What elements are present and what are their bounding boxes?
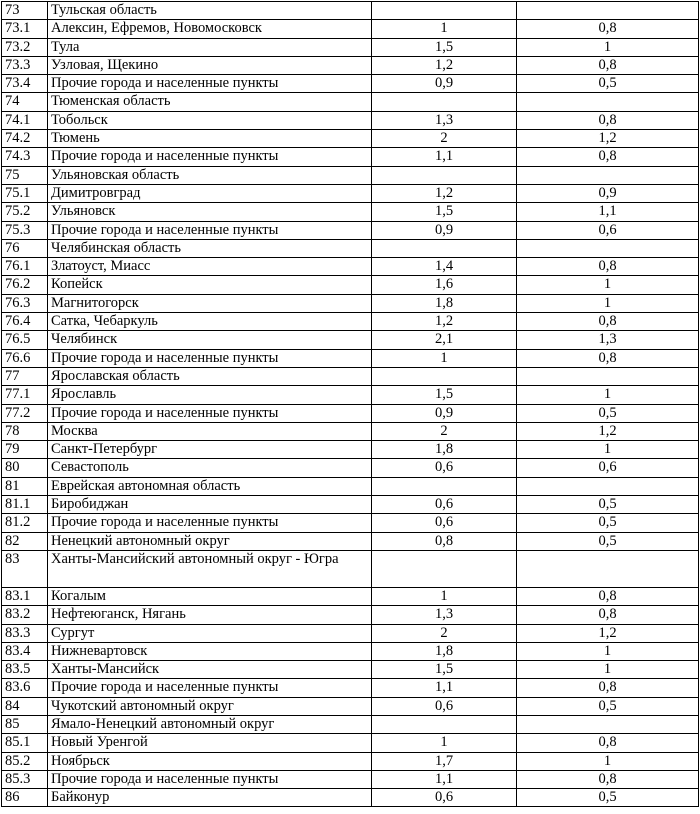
region-name-cell: Ханты-Мансийск (48, 661, 372, 679)
coefficient-2-cell: 1,2 (517, 130, 699, 148)
region-name-cell: Прочие города и населенные пункты (48, 404, 372, 422)
region-name-cell: Магнитогорск (48, 294, 372, 312)
row-number-cell: 81 (2, 477, 48, 495)
coefficient-2-cell: 0,8 (517, 606, 699, 624)
table-row (2, 661, 699, 679)
table-row (2, 587, 699, 605)
coefficient-1-cell (372, 367, 517, 385)
coefficient-2-cell: 0,8 (517, 313, 699, 331)
coefficient-2-cell: 1 (517, 386, 699, 404)
table-row (2, 679, 699, 697)
coefficient-2-cell: 0,6 (517, 459, 699, 477)
coefficient-2-cell: 0,5 (517, 532, 699, 550)
coefficient-2-cell: 1,2 (517, 422, 699, 440)
coefficient-2-cell: 1 (517, 642, 699, 660)
coefficient-1-cell: 1 (372, 20, 517, 38)
table-row (2, 38, 699, 56)
row-number-cell: 77.1 (2, 386, 48, 404)
row-number-cell: 81.2 (2, 514, 48, 532)
table-row (2, 734, 699, 752)
table-row (2, 514, 699, 532)
coefficient-2-cell: 1 (517, 441, 699, 459)
coefficient-2-cell: 1 (517, 294, 699, 312)
coefficient-2-cell (517, 367, 699, 385)
coefficient-2-cell: 1,1 (517, 203, 699, 221)
region-name-cell: Челябинск (48, 331, 372, 349)
coefficient-2-cell: 0,5 (517, 697, 699, 715)
coefficient-1-cell: 0,6 (372, 789, 517, 807)
coefficient-1-cell: 1,1 (372, 770, 517, 788)
coefficient-2-cell (517, 477, 699, 495)
table-row (2, 349, 699, 367)
table-row (2, 111, 699, 129)
coefficient-1-cell: 1,5 (372, 203, 517, 221)
row-number-cell: 86 (2, 789, 48, 807)
table-row (2, 715, 699, 733)
row-number-cell: 84 (2, 697, 48, 715)
table-row (2, 56, 699, 74)
row-number-cell: 77 (2, 367, 48, 385)
coefficient-1-cell (372, 550, 517, 587)
region-name-cell: Нефтеюганск, Нягань (48, 606, 372, 624)
coefficient-2-cell (517, 93, 699, 111)
row-number-cell: 83.5 (2, 661, 48, 679)
coefficient-2-cell: 0,5 (517, 789, 699, 807)
table-row (2, 75, 699, 93)
region-name-cell: Прочие города и населенные пункты (48, 148, 372, 166)
row-number-cell: 77.2 (2, 404, 48, 422)
coefficient-1-cell (372, 2, 517, 20)
coefficient-2-cell: 0,5 (517, 75, 699, 93)
table-row (2, 697, 699, 715)
region-name-cell: Челябинская область (48, 239, 372, 257)
table-row (2, 496, 699, 514)
coefficient-2-cell: 0,9 (517, 184, 699, 202)
table-row (2, 404, 699, 422)
row-number-cell: 83.3 (2, 624, 48, 642)
table-row (2, 532, 699, 550)
table-row (2, 422, 699, 440)
region-name-cell: Ярославская область (48, 367, 372, 385)
region-name-cell: Прочие города и населенные пункты (48, 75, 372, 93)
coefficient-2-cell: 0,5 (517, 514, 699, 532)
coefficient-1-cell: 1 (372, 349, 517, 367)
region-name-cell: Ханты-Мансийский автономный округ - Югра (48, 550, 372, 587)
region-name-cell: Прочие города и населенные пункты (48, 221, 372, 239)
table-row (2, 770, 699, 788)
coefficient-2-cell: 1 (517, 276, 699, 294)
row-number-cell: 75.3 (2, 221, 48, 239)
coefficient-2-cell (517, 550, 699, 587)
row-number-cell: 83.2 (2, 606, 48, 624)
coefficient-1-cell: 2 (372, 422, 517, 440)
row-number-cell: 85.1 (2, 734, 48, 752)
row-number-cell: 76.6 (2, 349, 48, 367)
table-row (2, 367, 699, 385)
coefficient-2-cell: 0,8 (517, 148, 699, 166)
table-row (2, 789, 699, 807)
coefficient-2-cell: 0,8 (517, 20, 699, 38)
coefficient-1-cell: 1,8 (372, 441, 517, 459)
coefficient-1-cell: 1,8 (372, 642, 517, 660)
region-name-cell: Новый Уренгой (48, 734, 372, 752)
coefficient-2-cell: 0,6 (517, 221, 699, 239)
row-number-cell: 83.1 (2, 587, 48, 605)
table-row (2, 148, 699, 166)
table-row (2, 166, 699, 184)
coefficient-2-cell (517, 166, 699, 184)
row-number-cell: 74.3 (2, 148, 48, 166)
table-row (2, 331, 699, 349)
region-name-cell: Ульяновск (48, 203, 372, 221)
row-number-cell: 85.2 (2, 752, 48, 770)
region-name-cell: Тобольск (48, 111, 372, 129)
row-number-cell: 76.4 (2, 313, 48, 331)
coefficient-2-cell: 1 (517, 38, 699, 56)
row-number-cell: 75.2 (2, 203, 48, 221)
coefficient-1-cell: 1,5 (372, 661, 517, 679)
table-row (2, 313, 699, 331)
row-number-cell: 83.4 (2, 642, 48, 660)
region-name-cell: Сатка, Чебаркуль (48, 313, 372, 331)
row-number-cell: 73.3 (2, 56, 48, 74)
region-name-cell: Прочие города и населенные пункты (48, 514, 372, 532)
coefficient-1-cell: 1,3 (372, 606, 517, 624)
region-name-cell: Байконур (48, 789, 372, 807)
row-number-cell: 76.3 (2, 294, 48, 312)
coefficient-2-cell: 0,8 (517, 770, 699, 788)
table-row (2, 477, 699, 495)
table-row (2, 441, 699, 459)
region-name-cell: Прочие города и населенные пункты (48, 349, 372, 367)
row-number-cell: 73.4 (2, 75, 48, 93)
coefficient-1-cell: 1,7 (372, 752, 517, 770)
table-row (2, 550, 699, 587)
table-row (2, 459, 699, 477)
region-name-cell: Ярославль (48, 386, 372, 404)
coefficient-1-cell: 1,3 (372, 111, 517, 129)
row-number-cell: 75 (2, 166, 48, 184)
row-number-cell: 83 (2, 550, 48, 587)
region-name-cell: Ноябрьск (48, 752, 372, 770)
table-row (2, 606, 699, 624)
row-number-cell: 85 (2, 715, 48, 733)
coefficient-2-cell: 0,5 (517, 496, 699, 514)
table-row (2, 294, 699, 312)
region-name-cell: Копейск (48, 276, 372, 294)
coefficient-2-cell: 0,8 (517, 56, 699, 74)
row-number-cell: 73.2 (2, 38, 48, 56)
coefficient-1-cell (372, 239, 517, 257)
coefficient-1-cell: 1,5 (372, 386, 517, 404)
table-row (2, 258, 699, 276)
coefficient-1-cell: 1,2 (372, 313, 517, 331)
row-number-cell: 74.2 (2, 130, 48, 148)
region-name-cell: Димитровград (48, 184, 372, 202)
table-row (2, 130, 699, 148)
region-name-cell: Санкт-Петербург (48, 441, 372, 459)
coefficient-1-cell (372, 477, 517, 495)
coefficient-1-cell: 0,9 (372, 221, 517, 239)
region-name-cell: Сургут (48, 624, 372, 642)
table-row (2, 221, 699, 239)
coefficient-2-cell: 1,3 (517, 331, 699, 349)
coefficient-1-cell: 1,2 (372, 56, 517, 74)
row-number-cell: 74.1 (2, 111, 48, 129)
coefficient-2-cell: 0,8 (517, 734, 699, 752)
coefficient-1-cell: 1 (372, 587, 517, 605)
coefficient-1-cell: 0,9 (372, 404, 517, 422)
region-name-cell: Севастополь (48, 459, 372, 477)
region-name-cell: Ульяновская область (48, 166, 372, 184)
row-number-cell: 85.3 (2, 770, 48, 788)
table-row (2, 276, 699, 294)
row-number-cell: 78 (2, 422, 48, 440)
coefficient-1-cell: 0,6 (372, 459, 517, 477)
row-number-cell: 79 (2, 441, 48, 459)
row-number-cell: 82 (2, 532, 48, 550)
coefficient-1-cell: 1,5 (372, 38, 517, 56)
table-row (2, 624, 699, 642)
table-row (2, 386, 699, 404)
coefficient-2-cell (517, 715, 699, 733)
coefficient-1-cell: 0,6 (372, 514, 517, 532)
coefficient-2-cell: 0,8 (517, 258, 699, 276)
coefficients-table (1, 1, 699, 807)
coefficient-1-cell: 2,1 (372, 331, 517, 349)
table-row (2, 239, 699, 257)
coefficient-2-cell (517, 239, 699, 257)
region-name-cell: Тюмень (48, 130, 372, 148)
coefficient-1-cell: 1 (372, 734, 517, 752)
coefficient-2-cell: 1 (517, 661, 699, 679)
row-number-cell: 83.6 (2, 679, 48, 697)
region-name-cell: Узловая, Щекино (48, 56, 372, 74)
row-number-cell: 80 (2, 459, 48, 477)
table-row (2, 2, 699, 20)
coefficient-1-cell (372, 715, 517, 733)
coefficient-1-cell: 2 (372, 624, 517, 642)
region-name-cell: Биробиджан (48, 496, 372, 514)
coefficient-2-cell: 0,8 (517, 587, 699, 605)
row-number-cell: 73 (2, 2, 48, 20)
coefficient-1-cell (372, 93, 517, 111)
table-row (2, 93, 699, 111)
table-row (2, 642, 699, 660)
region-name-cell: Когалым (48, 587, 372, 605)
row-number-cell: 76 (2, 239, 48, 257)
row-number-cell: 76.1 (2, 258, 48, 276)
coefficient-2-cell: 1,2 (517, 624, 699, 642)
coefficient-1-cell: 1,6 (372, 276, 517, 294)
row-number-cell: 73.1 (2, 20, 48, 38)
region-name-cell: Еврейская автономная область (48, 477, 372, 495)
coefficient-2-cell: 0,8 (517, 111, 699, 129)
coefficient-1-cell: 1,8 (372, 294, 517, 312)
table-row (2, 184, 699, 202)
region-name-cell: Москва (48, 422, 372, 440)
coefficient-1-cell: 1,4 (372, 258, 517, 276)
row-number-cell: 76.5 (2, 331, 48, 349)
coefficient-2-cell (517, 2, 699, 20)
table-row (2, 20, 699, 38)
region-name-cell: Тула (48, 38, 372, 56)
coefficient-1-cell (372, 166, 517, 184)
table-row (2, 203, 699, 221)
coefficient-1-cell: 0,8 (372, 532, 517, 550)
row-number-cell: 75.1 (2, 184, 48, 202)
coefficient-1-cell: 1,1 (372, 148, 517, 166)
coefficient-2-cell: 1 (517, 752, 699, 770)
coefficient-2-cell: 0,5 (517, 404, 699, 422)
region-name-cell: Ямало-Ненецкий автономный округ (48, 715, 372, 733)
coefficient-1-cell: 1,1 (372, 679, 517, 697)
region-name-cell: Златоуст, Миасс (48, 258, 372, 276)
coefficient-2-cell: 0,8 (517, 679, 699, 697)
row-number-cell: 76.2 (2, 276, 48, 294)
table-body (2, 2, 699, 807)
coefficient-2-cell: 0,8 (517, 349, 699, 367)
coefficient-1-cell: 1,2 (372, 184, 517, 202)
coefficient-1-cell: 0,9 (372, 75, 517, 93)
region-name-cell: Прочие города и населенные пункты (48, 770, 372, 788)
coefficient-1-cell: 2 (372, 130, 517, 148)
row-number-cell: 81.1 (2, 496, 48, 514)
table-row (2, 752, 699, 770)
row-number-cell: 74 (2, 93, 48, 111)
coefficient-1-cell: 0,6 (372, 697, 517, 715)
region-name-cell: Прочие города и населенные пункты (48, 679, 372, 697)
region-name-cell: Тульская область (48, 2, 372, 20)
region-name-cell: Тюменская область (48, 93, 372, 111)
region-name-cell: Нижневартовск (48, 642, 372, 660)
region-name-cell: Ненецкий автономный округ (48, 532, 372, 550)
region-name-cell: Чукотский автономный округ (48, 697, 372, 715)
region-name-cell: Алексин, Ефремов, Новомосковск (48, 20, 372, 38)
coefficient-1-cell: 0,6 (372, 496, 517, 514)
